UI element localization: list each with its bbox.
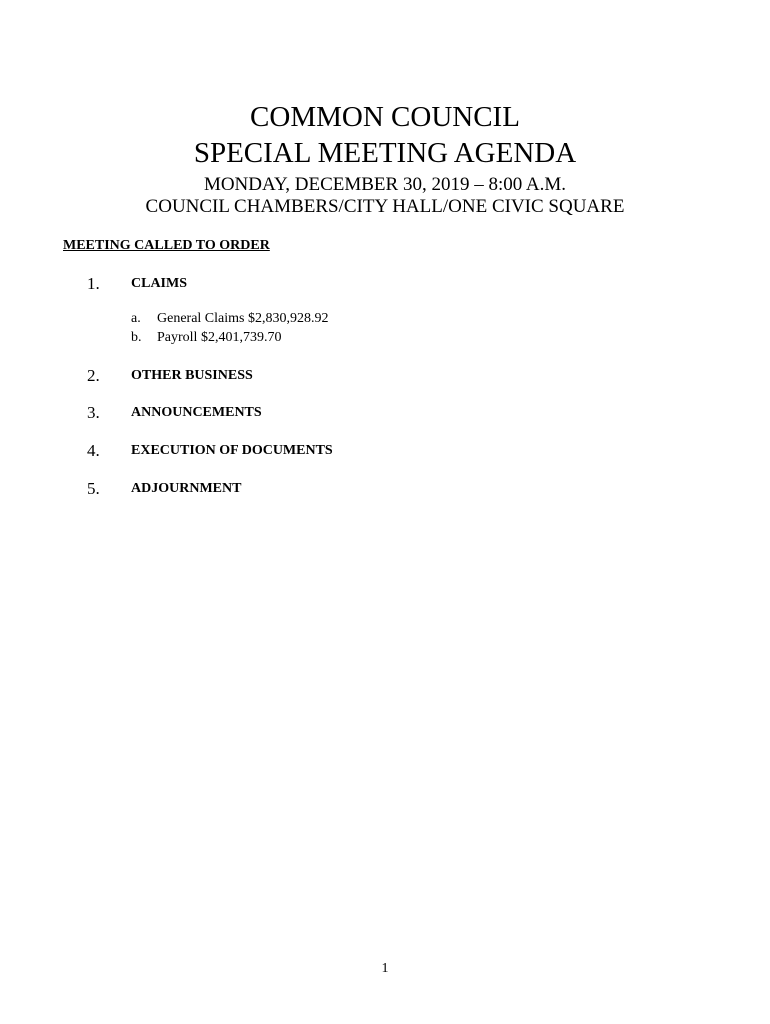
meeting-location-line: COUNCIL CHAMBERS/CITY HALL/ONE CIVIC SQUARE	[145, 196, 625, 217]
subitem-letter: a.	[131, 311, 141, 326]
subitem-letter: b.	[131, 330, 142, 345]
agenda-item-label: EXECUTION OF DOCUMENTS	[131, 443, 333, 458]
agenda-item-number: 2.	[87, 366, 100, 385]
agenda-item-label: OTHER BUSINESS	[131, 368, 253, 383]
title-line-1: COMMON COUNCIL	[250, 101, 520, 133]
subitem-text: Payroll $2,401,739.70	[157, 330, 282, 345]
agenda-item-number: 3.	[87, 403, 100, 422]
agenda-item-number: 1.	[87, 274, 100, 293]
agenda-item-number: 4.	[87, 441, 100, 460]
agenda-item-label: ADJOURNMENT	[131, 481, 242, 496]
title-line-2: SPECIAL MEETING AGENDA	[193, 137, 577, 169]
agenda-item-number: 5.	[87, 479, 100, 498]
meeting-date-line: MONDAY, DECEMBER 30, 2019 – 8:00 A.M.	[203, 174, 567, 195]
agenda-item-label: ANNOUNCEMENTS	[131, 405, 262, 420]
page-number: 1	[381, 961, 389, 976]
agenda-item-label: CLAIMS	[131, 276, 188, 291]
meeting-called-heading: MEETING CALLED TO ORDER	[63, 238, 270, 253]
subitem-text: General Claims $2,830,928.92	[157, 311, 329, 326]
